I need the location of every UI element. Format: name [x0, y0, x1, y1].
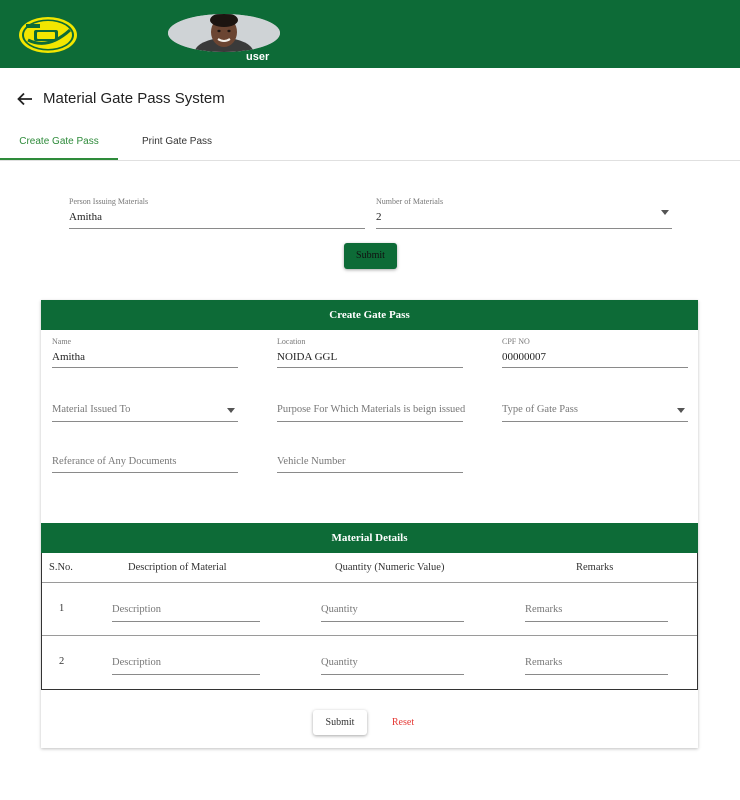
remarks-input[interactable]	[525, 656, 668, 675]
description-placeholder: Description	[112, 657, 161, 668]
field-underline	[52, 472, 238, 473]
field-underline	[277, 472, 463, 473]
location-value: NOIDA GGL	[277, 351, 338, 363]
quantity-input[interactable]	[321, 603, 464, 622]
table-row-sno: 2	[59, 656, 65, 667]
field-underline	[112, 621, 260, 622]
table-row-sno: 1	[59, 603, 65, 614]
tab-create-gate-pass[interactable]: Create Gate Pass	[0, 124, 118, 160]
field-underline	[525, 674, 668, 675]
gail-gas-logo[interactable]	[18, 16, 78, 54]
tab-print-gate-pass[interactable]: Print Gate Pass	[141, 136, 213, 147]
description-placeholder: Description	[112, 604, 161, 615]
field-underline	[502, 421, 688, 422]
top-submit-button[interactable]: Submit	[344, 243, 397, 269]
chevron-down-icon	[677, 408, 685, 413]
quantity-input[interactable]	[321, 656, 464, 675]
chevron-down-icon	[661, 210, 669, 215]
table-divider	[42, 635, 697, 636]
field-underline	[376, 228, 672, 229]
table-divider	[42, 582, 697, 583]
avatar[interactable]	[168, 14, 280, 52]
person-issuing-value: Amitha	[69, 211, 102, 223]
field-underline	[277, 421, 463, 422]
quantity-placeholder: Quantity	[321, 604, 358, 615]
type-of-gate-pass-placeholder: Type of Gate Pass	[502, 404, 578, 415]
field-underline	[502, 367, 688, 368]
description-input[interactable]	[112, 656, 260, 675]
column-header-description: Description of Material	[128, 562, 227, 573]
purpose-placeholder: Purpose For Which Materials is beign issued	[277, 404, 466, 415]
page-title: Material Gate Pass System	[43, 90, 225, 107]
material-issued-to-placeholder: Material Issued To	[52, 404, 131, 415]
quantity-placeholder: Quantity	[321, 657, 358, 668]
app-header	[0, 0, 740, 68]
arrow-back-icon[interactable]	[16, 90, 34, 108]
location-field[interactable]	[277, 337, 463, 368]
number-of-materials-select[interactable]	[376, 197, 672, 229]
gate-pass-header: Create Gate Pass	[41, 300, 698, 330]
remarks-input[interactable]	[525, 603, 668, 622]
name-value: Amitha	[52, 351, 85, 363]
type-of-gate-pass-select[interactable]	[502, 401, 688, 422]
field-underline	[321, 674, 464, 675]
person-issuing-label: Person Issuing Materials	[69, 197, 149, 206]
gate-pass-card	[41, 300, 698, 748]
vehicle-number-input[interactable]	[277, 454, 463, 473]
purpose-input[interactable]	[277, 401, 466, 422]
chevron-down-icon	[227, 408, 235, 413]
field-underline	[52, 367, 238, 368]
reference-documents-input[interactable]	[52, 454, 238, 473]
field-underline	[52, 421, 238, 422]
reset-button[interactable]: Reset	[391, 717, 415, 728]
name-field[interactable]	[52, 337, 238, 368]
field-underline	[69, 228, 365, 229]
reference-documents-placeholder: Referance of Any Documents	[52, 456, 177, 467]
user-name-label: user	[246, 51, 270, 63]
number-of-materials-label: Number of Materials	[376, 197, 444, 206]
material-details-header: Material Details	[41, 523, 698, 553]
number-of-materials-value: 2	[376, 211, 382, 223]
column-header-quantity: Quantity (Numeric Value)	[335, 562, 445, 573]
description-input[interactable]	[112, 603, 260, 622]
vehicle-number-placeholder: Vehicle Number	[277, 456, 346, 467]
material-table	[41, 553, 698, 690]
field-underline	[112, 674, 260, 675]
person-issuing-field[interactable]	[69, 197, 365, 229]
location-label: Location	[277, 337, 306, 346]
field-underline	[277, 367, 463, 368]
field-underline	[321, 621, 464, 622]
material-issued-to-select[interactable]	[52, 401, 238, 422]
column-header-remarks: Remarks	[576, 562, 614, 573]
remarks-placeholder: Remarks	[525, 657, 563, 668]
remarks-placeholder: Remarks	[525, 604, 563, 615]
cpf-label: CPF NO	[502, 337, 530, 346]
name-label: Name	[52, 337, 72, 346]
cpf-field[interactable]	[502, 337, 688, 368]
field-underline	[525, 621, 668, 622]
column-header-sno: S.No.	[49, 562, 73, 573]
tab-bar	[0, 124, 740, 161]
cpf-value: 00000007	[502, 351, 546, 363]
submit-button[interactable]: Submit	[313, 710, 367, 735]
